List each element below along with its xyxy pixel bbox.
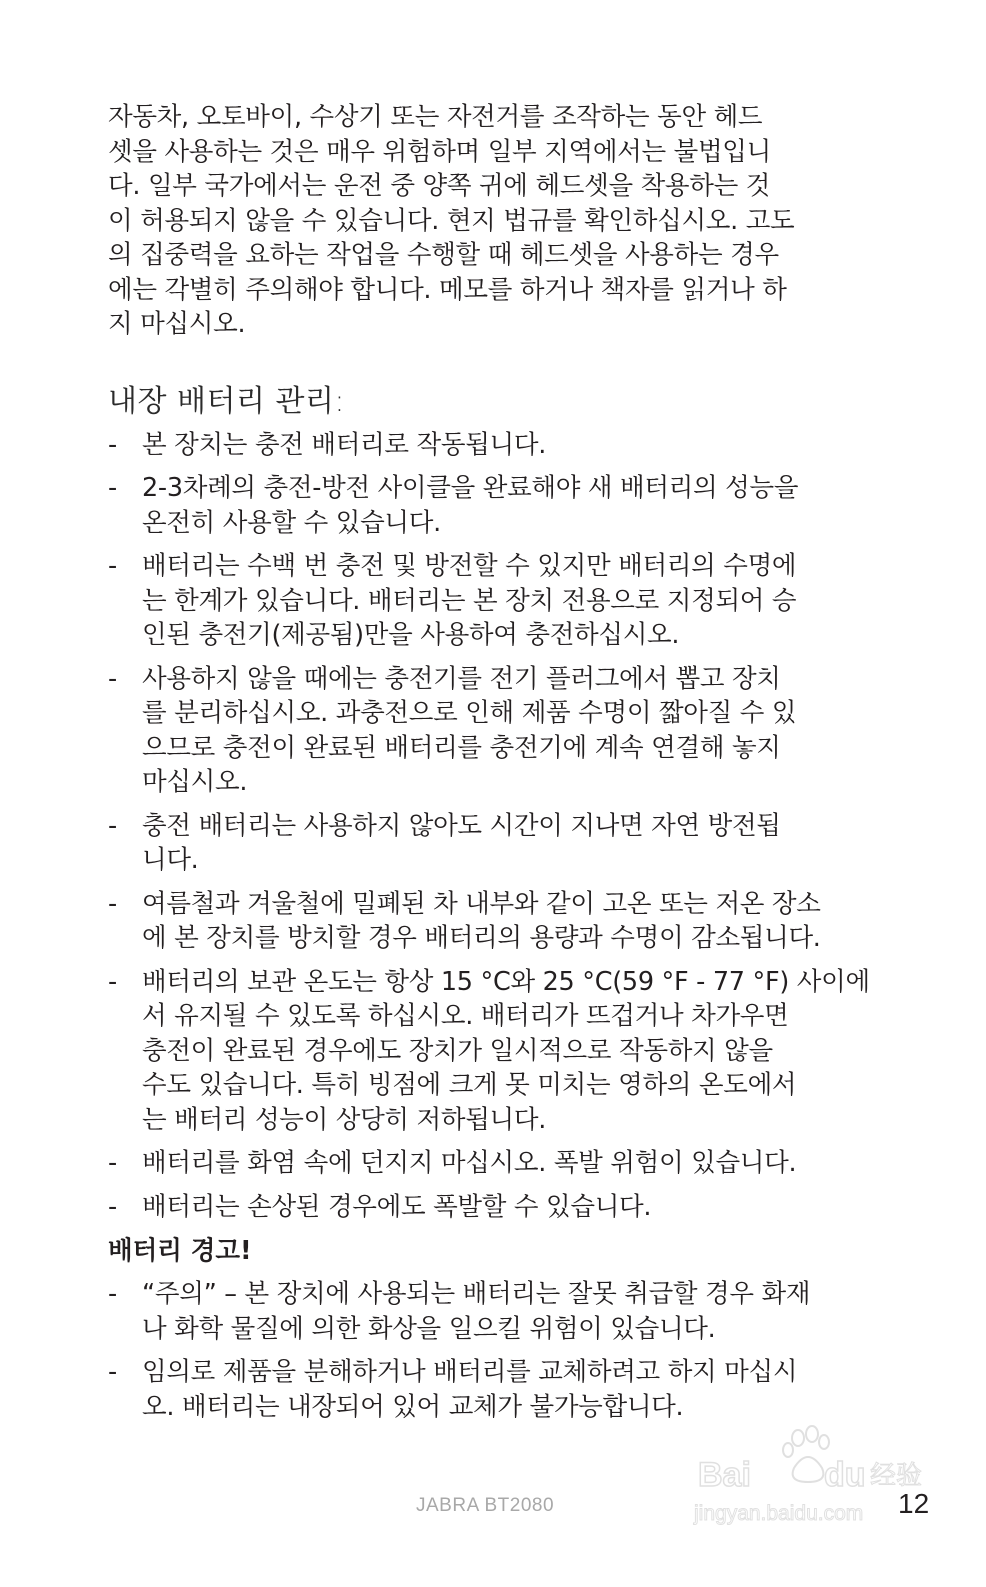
footer-brand: JABRA BT2080 xyxy=(416,1495,555,1516)
bullet-dash: - xyxy=(108,473,117,503)
bullet-dash: - xyxy=(108,1357,117,1387)
svg-text:经验: 经验 xyxy=(870,1461,923,1491)
baidu-watermark-logo xyxy=(690,1420,930,1530)
list-item xyxy=(108,1277,878,1346)
bullet-dash: - xyxy=(108,551,117,581)
list-item xyxy=(108,428,878,463)
bullet-dash: - xyxy=(108,1279,117,1309)
bullet-dash: - xyxy=(108,1191,117,1222)
list-item-text: 2-3차례의 충전-방전 사이클을 완료해야 새 배터리의 성능을 온전히 사용할 수 있습니다. xyxy=(142,473,799,538)
list-item xyxy=(108,549,878,653)
list-item-text: 임의로 제품을 분해하거나 배터리를 교체하려고 하지 마십시 오. 배터리는 내장되어 있어 교체가 불가능합니다. xyxy=(142,1357,798,1422)
list-item xyxy=(108,1146,878,1181)
watermark-url: jingyan.baidu.com xyxy=(694,1502,864,1525)
bullet-dash: - xyxy=(108,663,117,694)
list-item-text: 본 장치는 충전 배터리로 작동됩니다. xyxy=(142,429,547,460)
list-item-text: 충전 배터리는 사용하지 않아도 시간이 지나면 자연 방전됩 니다. xyxy=(142,810,781,875)
list-item xyxy=(108,662,878,800)
list-item xyxy=(108,809,878,878)
bullet-dash: - xyxy=(108,966,117,997)
list-item-text: 배터리는 손상된 경우에도 폭발할 수 있습니다. xyxy=(142,1191,652,1222)
battery-care-list xyxy=(108,428,878,1225)
list-item xyxy=(108,1355,878,1424)
list-item-text: 여름철과 겨울철에 밀폐된 차 내부와 같이 고온 또는 저온 장소 에 본 장치를 방치할 경우 배터리의 용량과 수명이 감소됩니다. xyxy=(142,888,821,953)
bullet-dash: - xyxy=(108,810,117,841)
list-item-text: 배터리의 보관 온도는 항상 15 °C와 25 °C(59 °F - 77 °F) 사이에 서 유지될 수 있도록 하십시오. 배터리가 뜨겁거나 차가우면 충전이 완료된 경우에도 장치가 일시적으로 작동하지 않을 수도 있습니다. 특히 빙점에 크게 못 미치는 영하의 온도에서 는 배터리 성능이 상당히 저하됩니다. xyxy=(142,966,870,1135)
document-page xyxy=(108,100,878,1433)
list-item xyxy=(108,887,878,956)
list-item-text: 사용하지 않을 때에는 충전기를 전기 플러그에서 뽑고 장치 를 분리하십시오. 과충전으로 인해 제품 수명이 짧아질 수 있 으므로 충전이 완료된 배터리를 충전기에 계속 연결해 놓지 마십시오. xyxy=(142,663,797,797)
bullet-dash: - xyxy=(108,1148,117,1178)
svg-text:Bai: Bai xyxy=(698,1456,751,1494)
list-item-text: “주의” – 본 장치에 사용되는 배터리는 잘못 취급할 경우 화재 나 화학 물질에 의한 화상을 일으킬 위험이 있습니다. xyxy=(142,1279,811,1344)
battery-warning-title: 배터리 경고! xyxy=(108,1236,252,1266)
list-item-text: 배터리는 수백 번 충전 및 방전할 수 있지만 배터리의 수명에 는 한계가 있습니다. 배터리는 본 장치 전용으로 지정되어 승 인된 충전기(제공됨)만을 사용하여 충전하십시오. xyxy=(142,551,797,650)
list-item xyxy=(108,965,878,1138)
svg-text:du: du xyxy=(824,1456,866,1494)
list-item xyxy=(108,1190,878,1225)
page-number: 12 xyxy=(898,1488,930,1519)
list-item xyxy=(108,471,878,540)
list-item-text: 배터리를 화염 속에 던지지 마십시오. 폭발 위험이 있습니다. xyxy=(142,1148,797,1178)
bullet-dash: - xyxy=(108,429,117,460)
intro-paragraph: 자동차, 오토바이, 수상기 또는 자전거를 조작하는 동안 헤드 셋을 사용하는 것은 매우 위험하며 일부 지역에서는 불법입니 다. 일부 국가에서는 운전 중 양쪽 귀에 헤드셋을 착용하는 것 이 허용되지 않을 수 있습니다. 현지 법규를 확인하십시오. 고도 의 집중력을 요하는 작업을 수행할 때 헤드셋을 사용하는 경우 에는 각별히 주의해야 합니다. 메모를 하거나 책자를 읽거나 하 지 마십시오. xyxy=(108,102,795,339)
bullet-dash: - xyxy=(108,888,117,919)
battery-section-title: 내장 배터리 관리: xyxy=(108,383,346,419)
battery-warning-list xyxy=(108,1277,878,1424)
